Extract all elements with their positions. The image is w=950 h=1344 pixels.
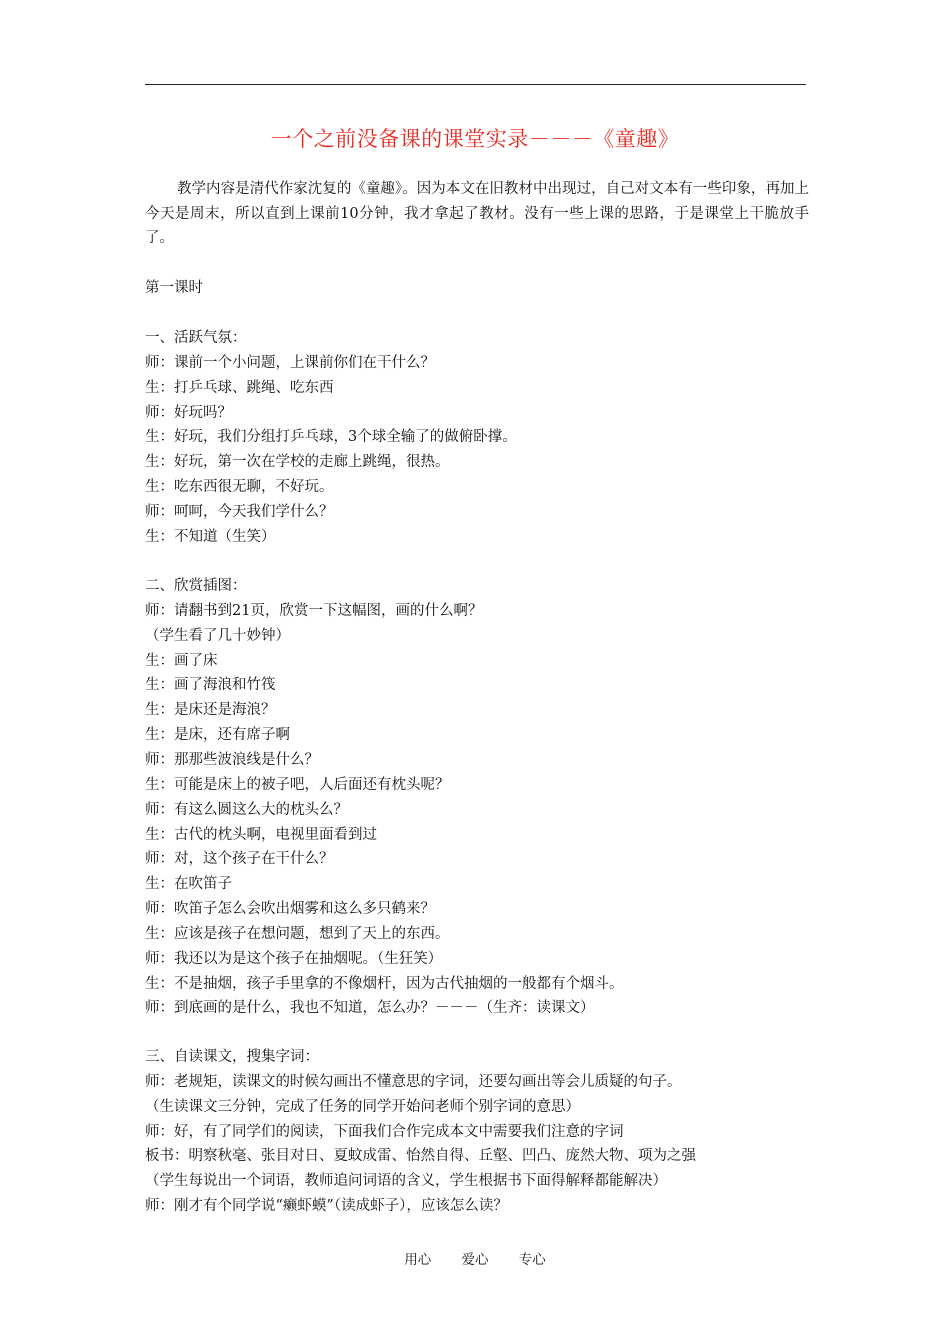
footer-text: 爱心 [461,1252,489,1268]
dialogue-line: 师：有这么圆这么大的枕头么？ [145,802,348,818]
dialogue-line: 师：请翻书到21页，欣赏一下这幅图，画的什么啊？ [145,603,483,619]
document-title: 一个之前没备课的课堂实录－－－《童趣》 [270,127,680,151]
intro-paragraph: 教学内容是清代作家沈复的《童趣》。因为本文在旧教材中出现过，自己对文本有一些印象，再加上今天是周末，所以直到上课前10分钟，我才拿起了教材。没有一些上课的思路，于是课堂上干脆放手了。 [145,181,809,246]
dialogue-line: 师：好玩吗？ [145,405,232,421]
dialogue-line: 师：刚才有个同学说“癞虾蟆”（读成虾子），应该怎么读？ [145,1198,508,1214]
dialogue-line: 师：到底画的是什么，我也不知道，怎么办？－－－（生齐：读课文） [145,1000,595,1016]
dialogue-line: 生：画了床 [145,653,218,669]
dialogue-line: 生：是床还是海浪？ [145,702,276,718]
dialogue-line: 生：好玩，我们分组打乒乓球，3个球全输了的做俯卧撑。 [145,429,517,445]
dialogue-line: 生：是床，还有席子啊 [145,727,290,743]
dialogue-line: 生：可能是床上的被子吧，人后面还有枕头呢？ [145,777,450,793]
section-heading: 二、欣赏插图： [145,578,247,594]
dialogue-line: 师：老规矩，读课文的时候勾画出不懂意思的字词，还要勾画出等会儿质疑的句子。 [145,1074,682,1090]
dialogue-line: 生：不是抽烟，孩子手里拿的不像烟杆，因为古代抽烟的一般都有个烟斗。 [145,976,624,992]
dialogue-line: 生：在吹笛子 [145,876,232,892]
header-rule [145,84,806,85]
dialogue-line: 生：古代的枕头啊，电视里面看到过 [145,827,377,843]
dialogue-line: 板书：明察秋毫、张目对日、夏蚊成雷、怡然自得、丘壑、凹凸、庞然大物、项为之强 [145,1148,696,1164]
dialogue-line: 师：吹笛子怎么会吹出烟雾和这么多只鹤来？ [145,901,435,917]
dialogue-line: 师：呵呵，今天我们学什么？ [145,504,334,520]
dialogue-line: 生：不知道（生笑） [145,529,276,545]
dialogue-line: （学生每说出一个词语，教师追问词语的含义，学生根据书下面得解释都能解决） [145,1173,667,1189]
page-footer [0,1248,950,1268]
dialogue-line: 生：应该是孩子在想问题，想到了天上的东西。 [145,926,450,942]
dialogue-line: （生读课文三分钟，完成了任务的同学开始问老师个别字词的意思） [145,1099,580,1115]
dialogue-line: 师：那那些波浪线是什么？ [145,752,319,768]
dialogue-line: 师：课前一个小问题，上课前你们在干什么？ [145,355,435,371]
dialogue-line: 师：好，有了同学们的阅读，下面我们合作完成本文中需要我们注意的字词 [145,1124,624,1140]
footer-text: 用心 [404,1252,432,1268]
section-heading: 三、自读课文，搜集字词： [145,1049,319,1065]
lesson-heading: 第一课时 [145,280,203,296]
dialogue-line: 师：我还以为是这个孩子在抽烟呢。（生狂笑） [145,951,443,967]
dialogue-line: 师：对，这个孩子在干什么？ [145,851,334,867]
footer-text: 专心 [518,1252,546,1268]
dialogue-line: 生：画了海浪和竹筏 [145,677,276,693]
dialogue-line: （学生看了几十妙钟） [145,628,290,644]
dialogue-line: 生：吃东西很无聊，不好玩。 [145,479,334,495]
dialogue-line: 生：好玩，第一次在学校的走廊上跳绳，很热。 [145,454,450,470]
section-heading: 一、活跃气氛： [145,330,247,346]
dialogue-line: 生：打乒乓球、跳绳、吃东西 [145,380,334,396]
